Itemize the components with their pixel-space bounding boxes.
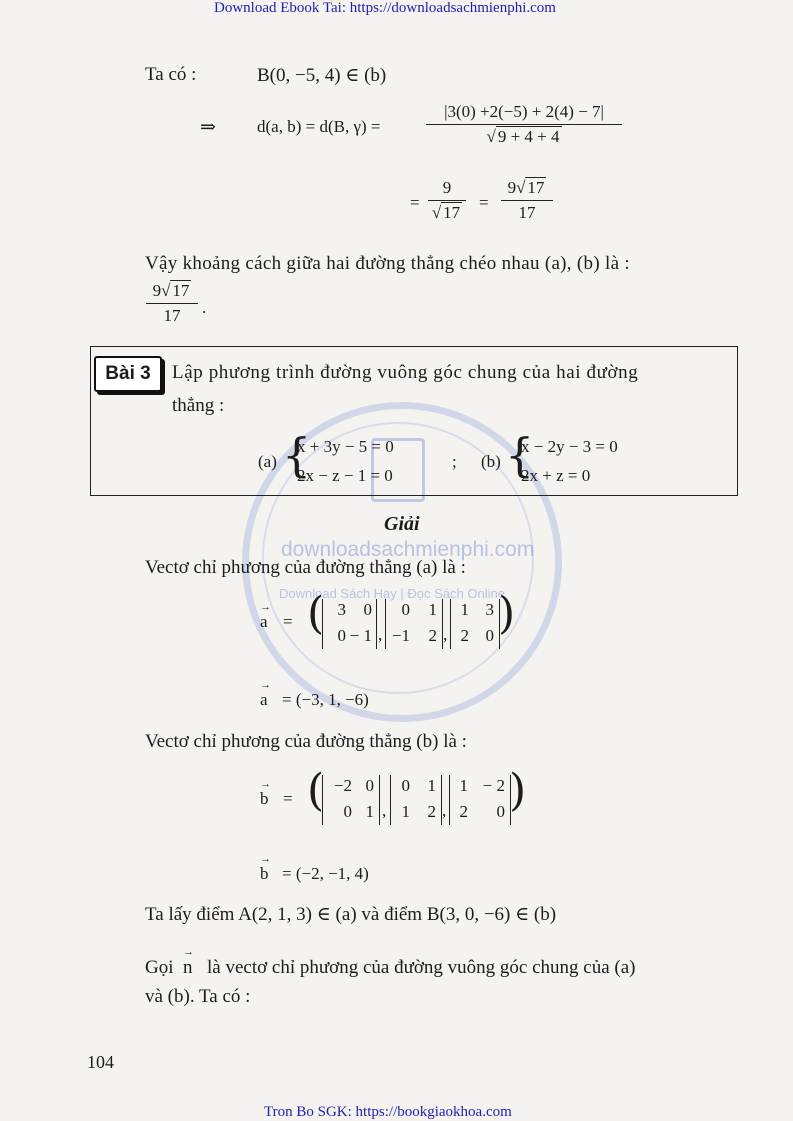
matrix-cell: −2 xyxy=(333,776,352,795)
sqrt-radicand: 17 xyxy=(527,178,545,197)
line-b-label: (b) xyxy=(481,452,501,471)
line-b-eq2: 2x + z = 0 xyxy=(521,466,591,485)
distance-denominator xyxy=(426,127,622,147)
matrix-cell: 1 xyxy=(401,802,410,821)
sqrt-radicand: 17 xyxy=(443,203,461,222)
matrix-cell: − 2 xyxy=(482,776,505,795)
matrix-cell: 0 xyxy=(365,776,374,795)
vector-symbol: a xyxy=(260,690,268,709)
comma: , xyxy=(378,625,383,644)
equals-sign: = xyxy=(283,612,293,631)
vector-a-result-label xyxy=(260,679,271,710)
vector-a xyxy=(260,601,271,632)
goi-line-2: và (b). Ta có : xyxy=(145,986,251,1007)
fraction-bar xyxy=(146,303,198,304)
vector-arrow-icon: → xyxy=(260,601,271,613)
line-b-eq1: x − 2y − 3 = 0 xyxy=(521,437,618,456)
vector-arrow-icon: → xyxy=(260,853,271,865)
matrix-cell: 2 xyxy=(428,626,437,645)
vector-arrow-icon: → xyxy=(183,946,194,958)
goi-text: là vectơ chỉ phương của đường vuông góc chung của (a) xyxy=(207,957,636,978)
ta-co-label: Ta có : xyxy=(145,64,197,85)
direction-a-text: Vectơ chỉ phương của đường thẳng (a) là : xyxy=(145,557,466,578)
matrix-cell: 1 xyxy=(365,802,374,821)
fraction-bar xyxy=(501,200,553,201)
direction-b-text: Vectơ chỉ phương của đường thẳng (b) là : xyxy=(145,731,467,752)
conclusion-fraction xyxy=(146,281,198,326)
brace-b: { xyxy=(505,428,535,482)
solution-title: Giải xyxy=(384,513,420,535)
matrix-cell: 2 xyxy=(427,802,436,821)
goi-prefix: Gọi xyxy=(145,957,174,978)
fraction-denominator: √ 17 xyxy=(431,203,461,222)
implies-arrow: ⇒ xyxy=(200,117,216,138)
left-paren: ( xyxy=(307,765,325,816)
equals-sign: = xyxy=(283,789,293,808)
comma: , xyxy=(442,801,447,820)
distance-fraction xyxy=(426,102,622,147)
sqrt-radicand: 9 + 4 + 4 xyxy=(497,127,560,146)
matrix-cell: 1 xyxy=(428,600,437,619)
distance-lhs: d(a, b) = d(B, γ) = xyxy=(257,117,381,136)
vector-a-result: = (−3, 1, −6) xyxy=(282,690,369,709)
equals-sign: = xyxy=(479,193,489,212)
take-points-text: Ta lấy điểm A(2, 1, 3) ∈ (a) và điểm B(3, 0, −6) ∈ (b) xyxy=(145,904,557,925)
matrix-cell: 0 xyxy=(485,626,494,645)
right-paren: ) xyxy=(509,765,527,816)
semicolon: ; xyxy=(452,452,457,471)
vector-symbol: a xyxy=(260,612,268,631)
matrix-cell: 1 xyxy=(427,776,436,795)
header-link[interactable]: Download Ebook Tai: https://downloadsachmienphi.com xyxy=(214,0,556,16)
right-paren: ) xyxy=(498,588,516,639)
fraction-bar xyxy=(426,124,622,125)
comma: , xyxy=(382,801,387,820)
matrix-cell: 2 xyxy=(459,802,468,821)
equals-sign: = xyxy=(410,193,420,212)
exercise-badge: Bài 3 xyxy=(94,356,162,392)
vector-symbol: b xyxy=(260,789,269,808)
point-b-statement: B(0, −5, 4) ∈ (b) xyxy=(257,65,387,86)
fraction-denominator: 17 xyxy=(518,203,536,222)
fraction-numerator: 9√ 17 xyxy=(507,178,545,197)
matrix-cell: 2 xyxy=(460,626,469,645)
nine-sqrt17-over-17 xyxy=(501,178,553,223)
exercise-line-2: thẳng : xyxy=(172,395,225,416)
vector-n xyxy=(183,946,194,979)
vector-symbol: n xyxy=(183,957,193,978)
line-a-eq2: 2x − z − 1 = 0 xyxy=(297,466,393,485)
matrix-cell: 0 xyxy=(343,802,352,821)
watermark-tagline: Download Sách Hay | Đọc Sách Online xyxy=(279,586,505,601)
comma: , xyxy=(443,625,448,644)
page-number: 104 xyxy=(87,1052,114,1072)
brace-a: { xyxy=(282,428,312,482)
vector-b-result-label xyxy=(260,853,271,884)
matrix-cell: 3 xyxy=(337,600,346,619)
coefficient: 9 xyxy=(152,281,162,300)
matrix-cell: 1 xyxy=(459,776,468,795)
matrix-cell: 0 xyxy=(337,626,346,645)
fraction-numerator: 9√ 17 xyxy=(152,281,190,300)
matrix-cell: 0 xyxy=(401,776,410,795)
nine-over-sqrt17 xyxy=(428,178,466,223)
fraction-bar xyxy=(428,200,466,201)
left-paren: ( xyxy=(307,588,325,639)
matrix-cell: 3 xyxy=(485,600,494,619)
vector-arrow-icon: → xyxy=(260,679,271,691)
vector-arrow-icon: → xyxy=(260,778,271,790)
distance-numerator: |3(0) +2(−5) + 2(4) − 7| xyxy=(444,102,604,121)
vector-symbol: b xyxy=(260,864,269,883)
line-a-eq1: x + 3y − 5 = 0 xyxy=(297,437,394,456)
fraction-denominator: 17 xyxy=(163,306,181,325)
matrix-cell: 0 xyxy=(401,600,410,619)
fraction-numerator: 9 xyxy=(442,178,452,197)
vector-b xyxy=(260,778,271,809)
matrix-cell: −1 xyxy=(391,626,410,645)
matrix-cell: − 1 xyxy=(349,626,372,645)
period: . xyxy=(202,298,207,317)
matrix-cell: 0 xyxy=(363,600,372,619)
footer-link[interactable]: Tron Bo SGK: https://bookgiaokhoa.com xyxy=(264,1104,512,1120)
sqrt-radicand: 17 xyxy=(172,281,190,300)
watermark-site: downloadsachmienphi.com xyxy=(281,538,535,561)
matrix-cell: 0 xyxy=(496,802,505,821)
sqrt-symbol: √ xyxy=(486,127,496,146)
exercise-line-1: Lập phương trình đường vuông góc chung của hai đường xyxy=(172,362,639,383)
matrix-cell: 1 xyxy=(460,600,469,619)
vector-b-result: = (−2, −1, 4) xyxy=(282,864,369,883)
line-a-label: (a) xyxy=(258,452,277,471)
coefficient: 9 xyxy=(507,178,517,197)
conclusion-text: Vậy khoảng cách giữa hai đường thẳng chéo nhau (a), (b) là : xyxy=(145,253,630,274)
